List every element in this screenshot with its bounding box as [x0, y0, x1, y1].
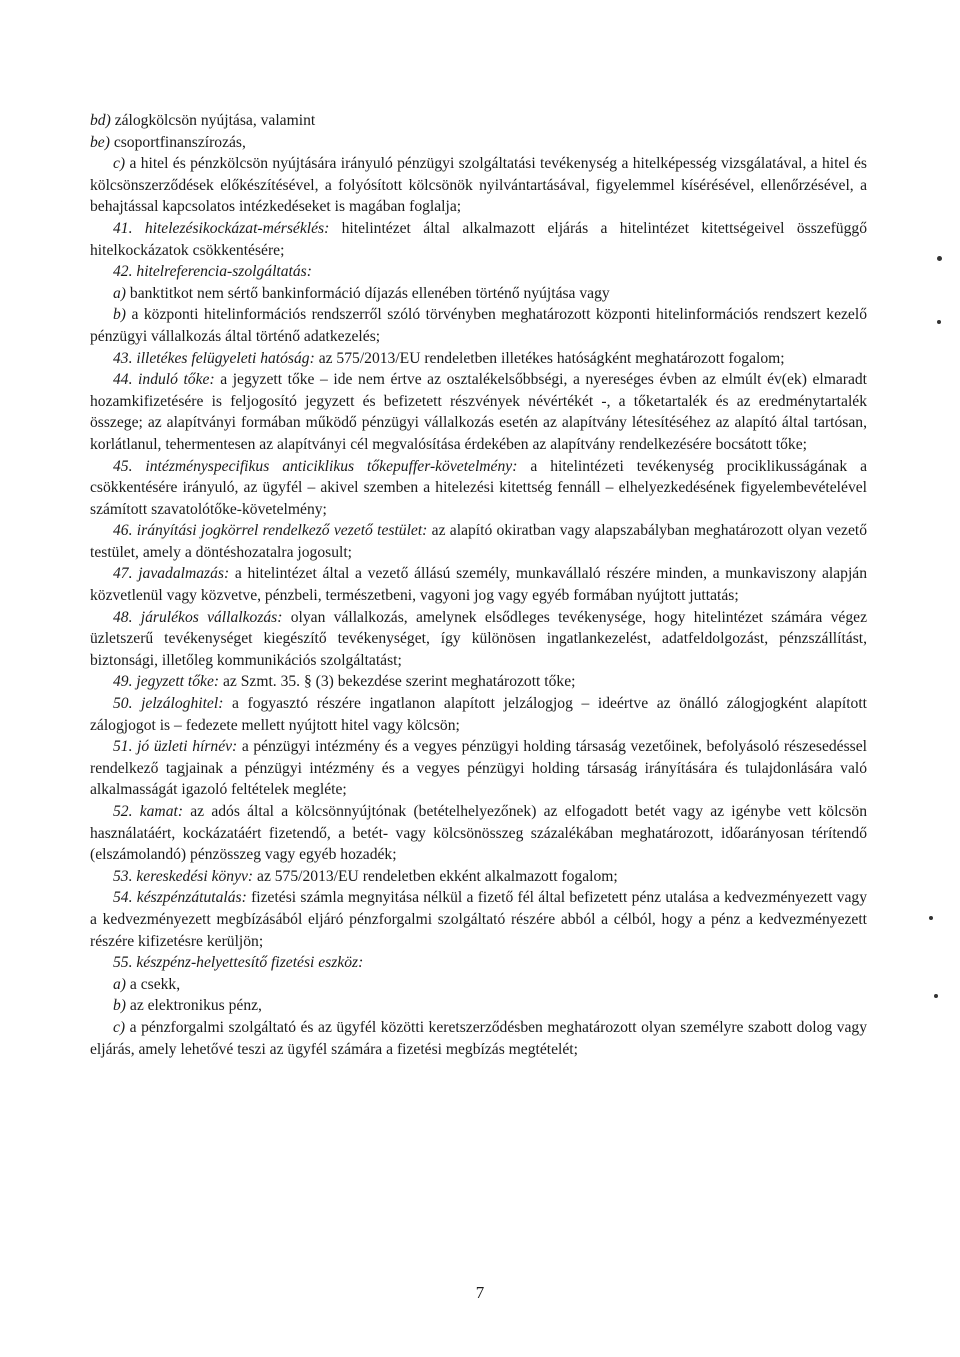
text: fizetési számla megnyitása nélkül a fizető fél által befizetett pénz utalása a kedvezményezett vagy a kedvezményezett megbízásából eljáró pénzforgalmi szolgáltató részére abból a célból, hogy a pénz a kedvezményezett részére kifizetésre kerüljön;: [90, 889, 867, 950]
lead: c): [113, 155, 126, 173]
lead: 52. kamat:: [113, 803, 184, 820]
text: a pénzügyi intézmény és a vegyes pénzügyi holding társaság vezetőinek, befolyásoló részesedéssel rendelkező tagjainak a pénzügyi intézmény és a vegyes pénzügyi holding társaság irányítására és tulajdonlására való alkalmasságát igazoló feltételek megléte;: [90, 738, 867, 799]
lead: 42. hitelreferencia-szolgáltatás:: [113, 263, 312, 281]
text: az alapító okiratban vagy alapszabályban meghatározott olyan vezető testület, amely a döntéshozatalra jogosult;: [90, 522, 867, 561]
text: banktitkot nem sértő bankinformáció díjazás ellenében történő nyújtása vagy: [126, 284, 610, 302]
paragraph-42: [90, 261, 867, 283]
lead: 51. jó üzleti hírnév:: [113, 738, 238, 756]
lead: 53. kereskedési könyv:: [113, 867, 254, 885]
scan-speck: [929, 916, 933, 920]
lead: a): [113, 284, 126, 302]
lead: 47. javadalmazás:: [113, 565, 230, 583]
lead: 50. jelzáloghitel:: [113, 695, 224, 713]
lead: bd): [90, 112, 111, 129]
text: a pénzforgalmi szolgáltató és az ügyfél közötti keretszerződésben meghatározott olyan személyre szabott dolog vagy eljárás, amely lehetővé teszi az ügyfél számára a fizetési megbízás megtételét;: [90, 1018, 867, 1058]
text: az Szmt. 35. § (3) bekezdése szerint meghatározott tőke;: [219, 673, 576, 691]
paragraph-46: [90, 520, 867, 563]
text: a hitelintézeti tevékenység prociklikusságának a csökkentésére irányuló, az ügyfél – akivel szemben a hitelezési kitettség fennáll – elhelyezkedésének figyelembevételével számított szavatolótőke-követelmény;: [90, 457, 867, 518]
lead: 45. intézményspecifikus anticiklikus tőkepuffer-követelmény:: [113, 457, 518, 475]
lead: 41. hitelezésikockázat-mérséklés:: [113, 219, 330, 237]
paragraph-41: [90, 218, 867, 261]
lead: be): [90, 133, 110, 151]
paragraph-42a: [90, 283, 867, 305]
paragraph-44: [90, 369, 867, 455]
scan-speck: [937, 320, 941, 324]
paragraph-47: [90, 563, 867, 606]
paragraph-55b: [90, 995, 867, 1017]
paragraph-49: [90, 671, 867, 693]
scan-speck: [937, 256, 942, 261]
paragraph-55c: [90, 1017, 867, 1060]
paragraph-55a: [90, 974, 867, 996]
page-number: 7: [475, 1283, 485, 1302]
paragraph-53: [90, 866, 867, 888]
text: a fogyasztó részére ingatlanon alapított jelzálogjog – ideértve az önálló zálogjogként alapított zálogjogot is – fedezete mellett nyújtott hitel vagy kölcsön;: [90, 695, 867, 734]
paragraph-43: [90, 348, 867, 370]
lead: b): [113, 306, 126, 324]
paragraph-48: [90, 607, 867, 672]
text: a központi hitelinformációs rendszerről szóló törvényben meghatározott központi hitelinformációs rendszert kezelő pénzügyi vállalkozás által történő adatkezelés;: [90, 306, 867, 345]
text: az adós által a kölcsönnyújtónak (betételhelyezőnek) az elfogadott betét vagy az igénybe vett kölcsön használatáért, kockázatáért fizetendő, a betét- vagy kölcsönösszeg százalékában meghatározott, időarányosan térítendő (elszámolandó) pénzösszeg vagy egyéb hozadék;: [90, 803, 867, 864]
lead: c): [113, 1018, 126, 1036]
text: az elektronikus pénz,: [126, 997, 262, 1015]
text: csoportfinanszírozás,: [109, 133, 246, 151]
lead: 49. jegyzett tőke:: [113, 673, 220, 691]
text: olyan vállalkozás, amelynek elsődleges tevékenysége, hogy hitelintézet számára végez üzletszerű tevékenységet kiegészítő tevékenységet, így különösen ingatlankezelést, adatfeldolgozást, pénzszállítást, biztonsági, illetőleg kommunikációs szolgáltatást;: [90, 608, 867, 669]
paragraph-55: [90, 952, 867, 974]
text: hitelintézet által alkalmazott eljárás a hitelintézet kitettségeivel összefüggő hitelkockázatok csökkentésére;: [90, 219, 867, 259]
lead: b): [113, 997, 126, 1015]
text: az 575/2013/EU rendeletben illetékes hatóságként meghatározott fogalom;: [314, 349, 785, 367]
lead: 43. illetékes felügyeleti hatóság:: [113, 349, 315, 367]
lead: 44. induló tőke:: [113, 371, 215, 389]
paragraph-bd: [90, 110, 867, 132]
lead: a): [113, 975, 126, 993]
text: a hitel és pénzkölcsön nyújtására irányuló pénzügyi szolgáltatási tevékenység a hitelképesség vizsgálatával, a hitel és kölcsönszerződések előkészítésével, a folyósított kölcsönök nyilvántartásával, figyelemmel kísérésével, ellenőrzésével, a behajtással kapcsolatos intézkedéseket is magában foglalja;: [90, 155, 867, 216]
paragraph-45: [90, 456, 867, 521]
lead: 55. készpénz-helyettesítő fizetési eszköz:: [113, 954, 364, 972]
text: a jegyzett tőke – ide nem értve az osztalékelsőbbségi, a nyereséges évben az elmúlt év(ek) elmaradt hozamkifizetésére is feljogosító jegyzett és befizetett részvények névértékét -, a tőketartalék és az eredménytartalék összege; az alapítványi formában működő pénzügyi vállalkozás esetén az alapítvány létesítéséhez az alapító által tartósan, korlátlanul, tehermentesen az alapítványi cél megvalósítása érdekében az alapítvány rendelkezésére bocsátott tőke;: [90, 371, 868, 453]
document-body: [90, 110, 867, 1060]
paragraph-c: [90, 153, 867, 218]
text: a hitelintézet által a vezető állású személy, munkavállaló részére minden, a munkaviszony alapján közvetlenül vagy közvetve, pénzbeli, természetbeni, vagyoni jog vagy egyéb formában nyújtott juttatás;: [90, 565, 867, 605]
scan-speck: [934, 994, 938, 998]
text: az 575/2013/EU rendeletben ekként alkalmazott fogalom;: [253, 867, 618, 885]
lead: 48. járulékos vállalkozás:: [113, 608, 283, 626]
paragraph-54: [90, 887, 867, 952]
paragraph-be: [90, 132, 867, 154]
text: zálogkölcsön nyújtása, valamint: [110, 112, 316, 129]
text: a csekk,: [126, 975, 181, 993]
paragraph-42b: [90, 304, 867, 347]
lead: 54. készpénzátutalás:: [113, 889, 247, 907]
lead: 46. irányítási jogkörrel rendelkező vezető testület:: [113, 522, 428, 540]
paragraph-51: [90, 736, 867, 801]
paragraph-50: [90, 693, 867, 736]
paragraph-52: [90, 801, 867, 866]
